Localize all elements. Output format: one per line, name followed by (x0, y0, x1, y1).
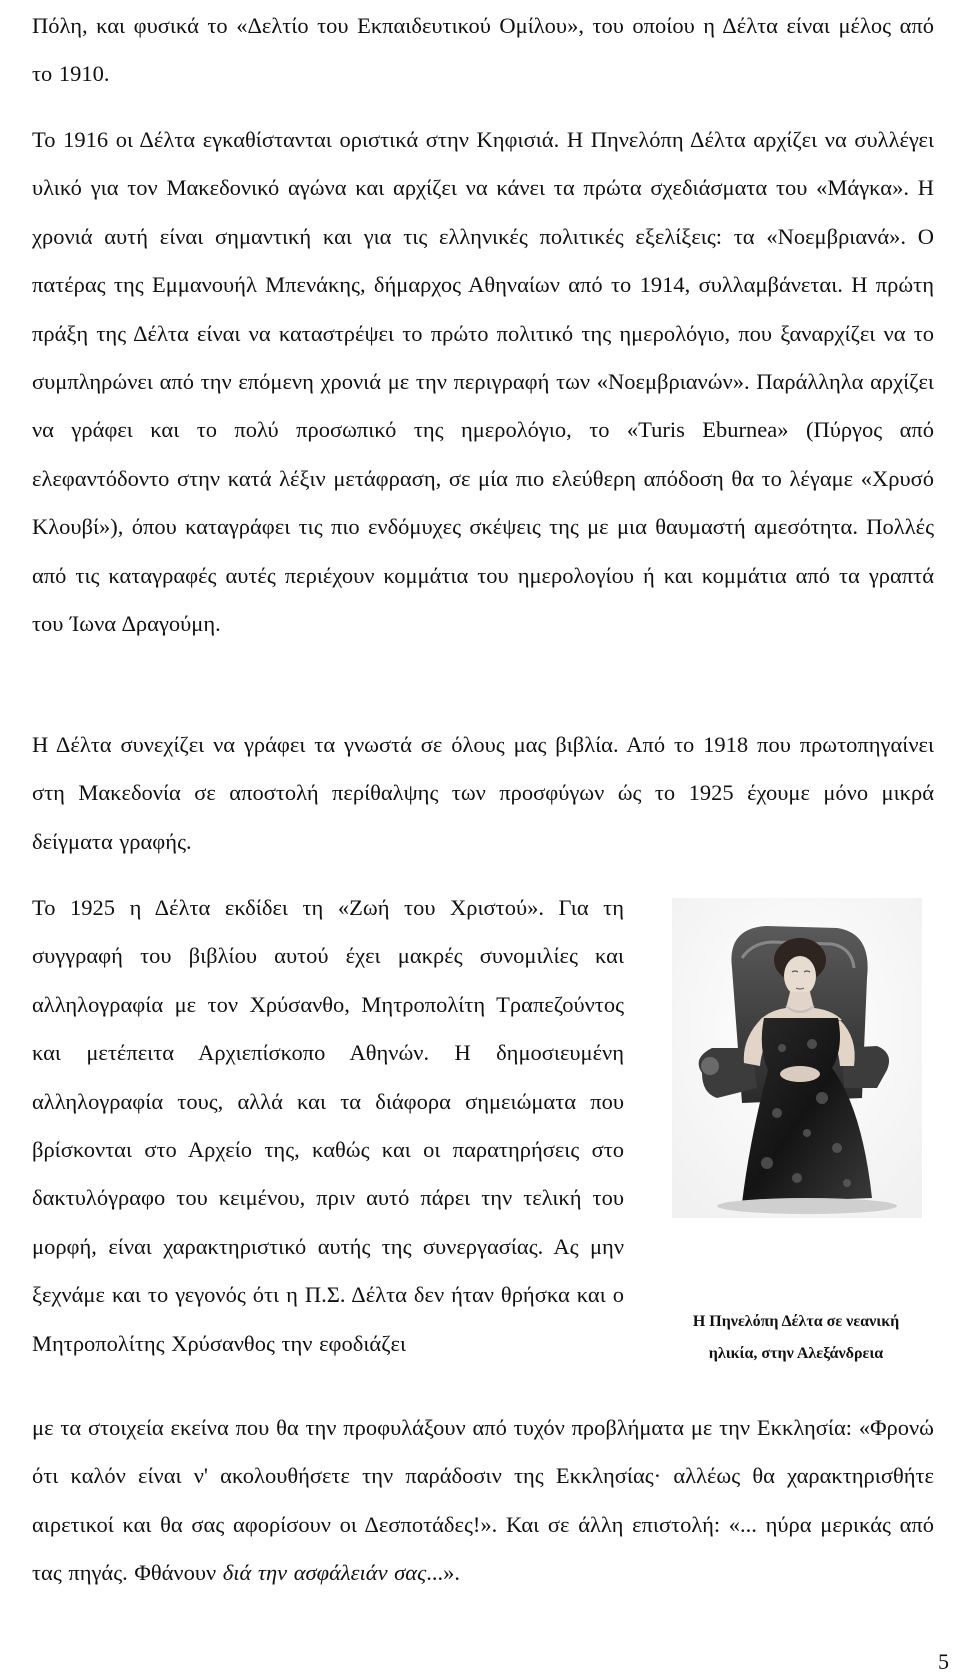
paragraph-5-end: ...». (426, 1560, 460, 1586)
paragraph-5 (32, 1404, 934, 1598)
portrait-photo (672, 898, 922, 1218)
paragraph-5-text: με τα στοιχεία εκείνα που θα την προφυλάξουν από τυχόν προβλήματα με την Εκκλησία: «Φρονώ ότι καλόν είναι ν' ακολουθήσετε την παράδοσιν της Εκκλησίας· αλλέως θα χαρακτηρισθήτε αιρετικοί και θα σας αφορίσουν οι Δεσποτάδες!». Και σε άλλη επιστολή: «... ηύρα μερικάς από τας πηγάς. Φθάνουν (32, 1415, 934, 1586)
paragraph-4: Το 1925 η Δέλτα εκδίδει τη «Ζωή του Χριστού». Για τη συγγραφή του βιβλίου αυτού έχει μακρές συνομιλίες και αλληλογραφία με τον Χρύσανθο, Μητροπολίτη Τραπεζούντος και μετέπειτα Αρχιεπίσκοπο Αθηνών. Η δημοσιευμένη αλληλογραφία τους, αλλά και τα διάφορα σημειώματα που βρίσκονται στο Αρχείο της, καθώς και οι παρατηρήσεις στο δακτυλόγραφο του κειμένου, πριν αυτό πάρει την τελική του μορφή, είναι χαρακτηριστικό αυτής της συνεργασίας. Ας μην ξεχνάμε και το γεγονός ότι η Π.Σ. Δέλτα δεν ήταν θρήσκα και ο Μητροπολίτης Χρύσανθος την εφοδιάζει (32, 895, 624, 1356)
paragraph-1: Πόλη, και φυσικά το «Δελτίο του Εκπαιδευτικού Ομίλου», του οποίου η Δέλτα είναι μέλος από το 1910. (32, 13, 934, 87)
figure-caption-line-2: ηλικία, στην Αλεξάνδρεια (708, 1345, 884, 1362)
paragraph-5-italic: διά την ασφάλειάν σας (222, 1560, 427, 1586)
figure-caption-line-1: Η Πηνελόπη Δέλτα σε νεανική (692, 1313, 900, 1330)
paragraph-2: Το 1916 οι Δέλτα εγκαθίστανται οριστικά στην Κηφισιά. Η Πηνελόπη Δέλτα αρχίζει να συλλέγει υλικό για τον Μακεδονικό αγώνα και αρχίζει να κάνει τα πρώτα σχεδιάσματα του «Μάγκα». Η χρονιά αυτή είναι σημαντική και για τις ελληνικές πολιτικές εξελίξεις: τα «Νοεμβριανά». Ο πατέρας της Εμμανουήλ Μπενάκης, δήμαρχος Αθηναίων από το 1914, συλλαμβάνεται. Η πρώτη πράξη της Δέλτα είναι να καταστρέψει το πρώτο πολιτικό της ημερολόγιο, που ξαναρχίζει να το συμπληρώνει από την επόμενη χρονιά με την περιγραφή των «Νοεμβριανών». Παράλληλα αρχίζει να γράφει και το πολύ προσωπικό της ημερολόγιο, το «Turis Eburnea» (Πύργος από ελεφαντόδοντο στην κατά λέξιν μετάφραση, σε μία πιο ελεύθερη απόδοση θα το λέγαμε «Χρυσό Κλουβί»), όπου καταγράφει τις πιο ενδόμυχες σκέψεις της με μια θαυμαστή αμεσότητα. Πολλές από τις καταγραφές αυτές περιέχουν κομμάτια του ημερολογίου ή και κομμάτια από τα γραπτά του Ίωνα Δραγούμη. (32, 127, 934, 637)
figure-caption (650, 1306, 942, 1370)
page-number: 5 (938, 1649, 949, 1674)
portrait-figure (650, 898, 942, 1308)
paragraph-3: Η Δέλτα συνεχίζει να γράφει τα γνωστά σε όλους μας βιβλία. Από το 1918 που πρωτοπηγαίνει στη Μακεδονία σε αποστολή περίθαλψης των προσφύγων ώς το 1925 έχουμε μόνο μικρά δείγματα γραφής. (32, 732, 934, 854)
